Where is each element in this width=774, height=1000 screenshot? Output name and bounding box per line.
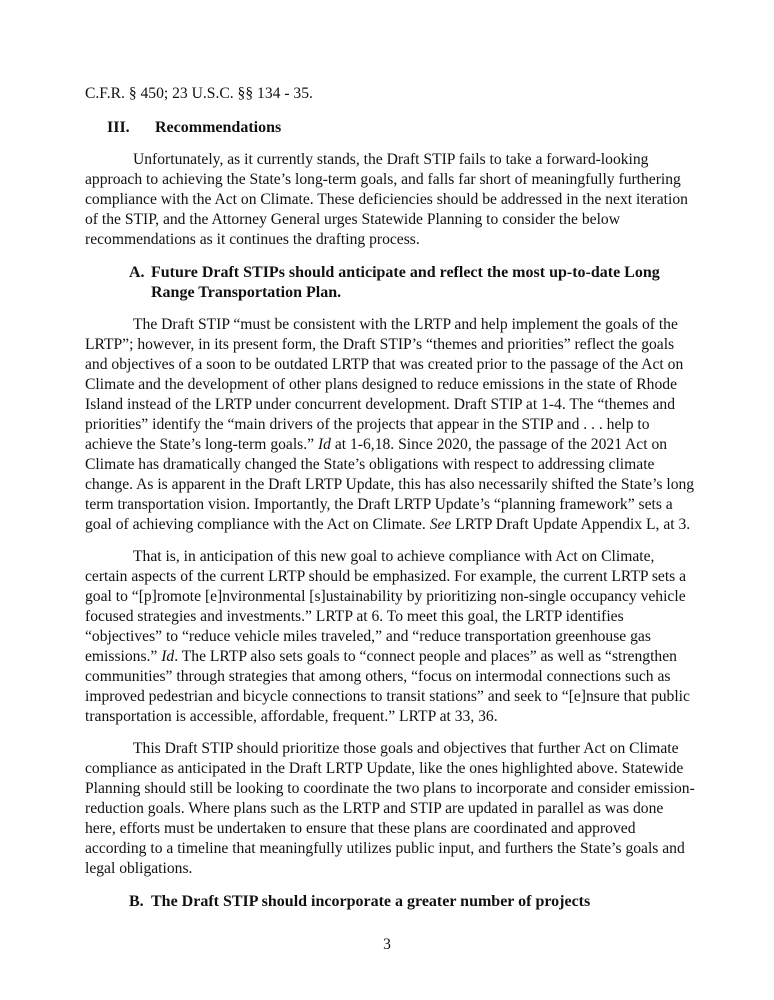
section-number: III. <box>107 119 130 136</box>
paragraph-text: That is, in anticipation of this new goal to achieve compliance with Act on Climate, certain aspects of the current LRTP should be emphasized. For example, the current LRTP sets a goal to “[p]romote [e]nvironmental [s]ustainability by prioritizing non-single occupancy vehicle focused strategies and investments.” LRTP at 6. To meet this goal, the LRTP identifies “objectives” to “reduce vehicle miles traveled,” and “reduce transportation greenhouse gas emissions.” <box>85 548 687 665</box>
citation-line: C.F.R. § 450; 23 U.S.C. §§ 134 - 35. <box>85 85 313 102</box>
paragraph-text: LRTP Draft Update Appendix L, at 3. <box>451 516 691 533</box>
section-title: Recommendations <box>155 119 282 136</box>
see-signal: See <box>429 516 452 533</box>
paragraph-text: . The LRTP also sets goals to “connect people and places” as well as “strengthen communities” through strategies that among others, “focus on intermodal connections such as improved pedestrian and bicycle connections to transit stations” and seek to “[e]nsure that public transportation is accessible, affordable, frequent.” LRTP at 33, 36. <box>85 648 690 725</box>
subsection-b-heading <box>107 892 697 912</box>
subsection-a-paragraph-1 <box>85 315 697 535</box>
id-citation: Id <box>161 648 175 665</box>
paragraph-text: The Draft STIP “must be consistent with the LRTP and help implement the goals of the LRTP”; however, in its present form, the Draft STIP’s “themes and priorities” reflect the goals and objectives of a soon to be outdated LRTP that was created prior to the passage of the Act on Climate and the development of other plans designed to reduce emissions in the state of Rhode Island instead of the LRTP under concurrent development. Draft STIP at 1-4. The “themes and priorities” identify the “main drivers of the projects that appear in the STIP and . . . help to achieve the State’s long-term goals.” <box>85 316 684 453</box>
intro-paragraph: Unfortunately, as it currently stands, the Draft STIP fails to take a forward-looking approach to achieving the State’s long-term goals, and falls far short of meaningfully furthering compliance with the Act on Climate. These deficiencies should be addressed in the next iteration of the STIP, and the Attorney General urges Statewide Planning to consider the below recommendations as it continues the drafting process. <box>85 151 688 248</box>
subsection-a-letter: A. <box>129 264 145 281</box>
subsection-a-paragraph-3: This Draft STIP should prioritize those goals and objectives that further Act on Climate compliance as anticipated in the Draft LRTP Update, like the ones highlighted above. Statewide Planning should still be looking to coordinate the two plans to incorporate and consider emission-reduction goals. Where plans such as the LRTP and STIP are updated in parallel as was done here, efforts must be undertaken to ensure that these plans are coordinated and approved according to a timeline that meaningfully utilizes public input, and furthers the State’s goals and legal obligations. <box>85 740 695 877</box>
subsection-a-heading <box>107 263 697 303</box>
id-citation: Id <box>317 436 331 453</box>
subsection-b-title: The Draft STIP should incorporate a greater number of projects <box>151 893 591 910</box>
section-heading <box>85 118 697 138</box>
page-body <box>85 80 697 912</box>
subsection-a-paragraph-2 <box>85 547 697 727</box>
subsection-b-letter: B. <box>129 893 144 910</box>
page-number: 3 <box>383 936 391 953</box>
subsection-a-title: Future Draft STIPs should anticipate and reflect the most up-to-date Long Range Transportation Plan. <box>151 264 660 301</box>
paragraph-text: at 1-6,18. Since 2020, the passage of the 2021 Act on Climate has dramatically changed the State’s obligations with respect to addressing climate change. As is apparent in the Draft LRTP Update, this has also necessarily shifted the State’s long term transportation vision. Importantly, the Draft LRTP Update’s “planning framework” sets a goal of achieving compliance with the Act on Climate. <box>85 436 695 533</box>
